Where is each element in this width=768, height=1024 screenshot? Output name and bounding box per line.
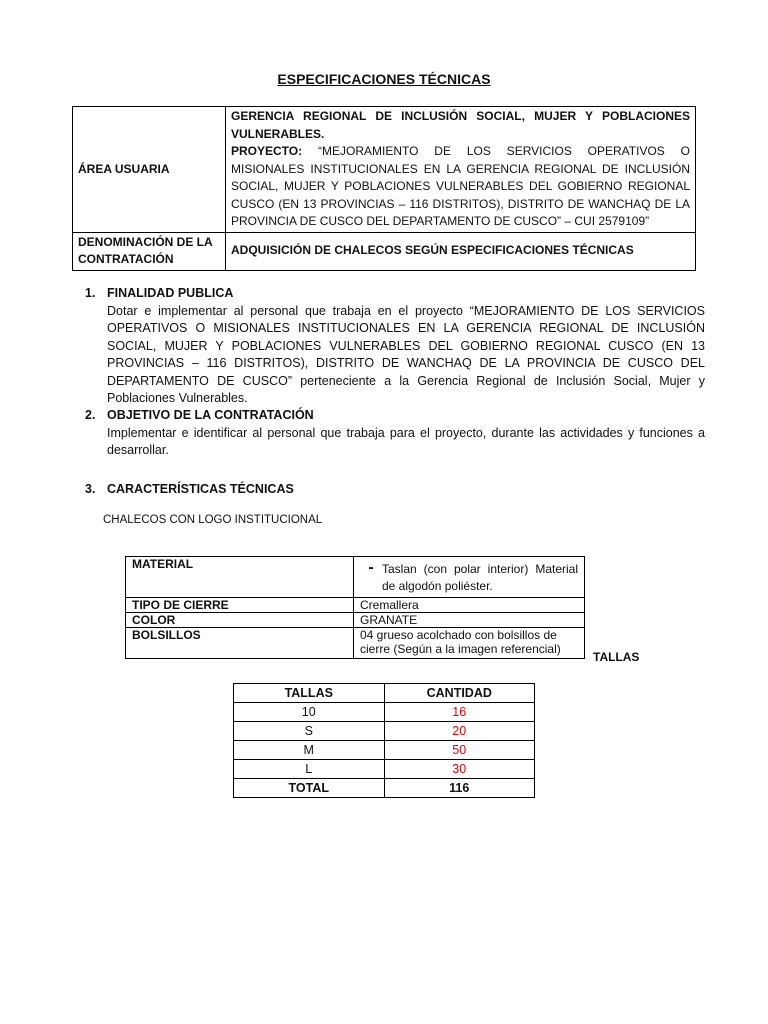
proyecto-paragraph [231, 143, 690, 231]
talla-cell: M [234, 741, 385, 760]
talla-cell: L [234, 760, 385, 779]
table-row [234, 703, 535, 722]
header-table [72, 106, 696, 271]
total-row [234, 779, 535, 798]
table-row [234, 722, 535, 741]
section-number: 3. [85, 482, 96, 496]
col-header-cantidad: CANTIDAD [384, 684, 535, 703]
section-finalidad [85, 285, 705, 408]
total-value: 116 [384, 779, 535, 798]
spec-row-cierre [126, 598, 585, 613]
spec-row-color [126, 613, 585, 628]
total-label: TOTAL [234, 779, 385, 798]
tallas-side-label: TALLAS [593, 650, 640, 664]
area-usuaria-row [73, 107, 696, 233]
sizes-table [233, 683, 535, 798]
section-body: Implementar e identificar al personal que trabaja para el proyecto, durante las actividades y funciones a desarrollar. [107, 425, 705, 457]
section-objetivo [85, 407, 705, 460]
cantidad-cell: 50 [384, 741, 535, 760]
table-row [234, 741, 535, 760]
spec-table [125, 556, 585, 659]
cantidad-cell: 30 [384, 760, 535, 779]
color-value: GRANATE [354, 613, 585, 628]
material-cell [354, 557, 585, 598]
denominacion-row [73, 232, 696, 270]
talla-cell: S [234, 722, 385, 741]
denominacion-value: ADQUISICIÓN DE CHALECOS SEGÚN ESPECIFICACIONES TÉCNICAS [226, 232, 696, 270]
area-usuaria-label: ÁREA USUARIA [73, 107, 226, 233]
talla-cell: 10 [234, 703, 385, 722]
bolsillos-value: 04 grueso acolchado con bolsillos de cierre (Según a la imagen referencial) [354, 628, 585, 659]
section-heading: FINALIDAD PUBLICA [107, 286, 234, 300]
material-value: Taslan (con polar interior) Material de algodón poliéster. [382, 562, 578, 593]
page-title: ESPECIFICACIONES TÉCNICAS [277, 71, 491, 87]
cantidad-cell: 16 [384, 703, 535, 722]
section-number: 2. [85, 408, 96, 422]
material-label: MATERIAL [126, 557, 354, 598]
material-value-wrap [360, 561, 578, 595]
section-heading: CARACTERÍSTICAS TÉCNICAS [107, 482, 294, 496]
cierre-value: Cremallera [354, 598, 585, 613]
area-org-name: GERENCIA REGIONAL DE INCLUSIÓN SOCIAL, MUJER Y POBLACIONES VULNERABLES. [231, 109, 690, 141]
section-body: Dotar e implementar al personal que trabaja en el proyecto “MEJORAMIENTO DE LOS SERVICIOS OPERATIVOS O MISIONALES INSTITUCIONALES EN LA GERENCIA REGIONAL DE INCLUSIÓN SOCIAL, MUJER Y POBLACIONES VULNERABLES DEL GOBIERNO REGIONAL CUSCO (EN 13 PROVINCIAS – 116 DISTRITOS), DISTRITO DE WANCHAQ DE LA PROVINCIA DE CUSCO DEL DEPARTAMENTO DE CUSCO” perteneciente a la Gerencia Regional de Inclusión Social, Mujer y Poblaciones Vulnerables. [107, 303, 705, 405]
proyecto-text: “MEJORAMIENTO DE LOS SERVICIOS OPERATIVOS O MISIONALES INSTITUCIONALES EN LA GERENCIA REGIONAL DE INCLUSIÓN SOCIAL, MUJER Y POBLACIONES VULNERABLES DEL GOBIERNO REGIONAL CUSCO (EN 13 PROVINCIAS – 116 DISTRITOS), DISTRITO DE WANCHAQ DE LA PROVINCIA DE CUSCO DEL DEPARTAMENTO DE CUSCO” – CUI 2579109” [231, 144, 690, 228]
bolsillos-label: BOLSILLOS [126, 628, 354, 659]
spec-row-material [126, 557, 585, 598]
section-caracteristicas [85, 481, 705, 499]
table-row [234, 760, 535, 779]
sizes-header-row [234, 684, 535, 703]
area-usuaria-value [226, 107, 696, 233]
proyecto-label: PROYECTO: [231, 144, 303, 158]
spec-row-bolsillos [126, 628, 585, 659]
bullet-dash: - [368, 559, 374, 576]
cierre-label: TIPO DE CIERRE [126, 598, 354, 613]
col-header-tallas: TALLAS [234, 684, 385, 703]
section-number: 1. [85, 286, 96, 300]
section-heading: OBJETIVO DE LA CONTRATACIÓN [107, 408, 314, 422]
chalecos-subtitle: CHALECOS CON LOGO INSTITUCIONAL [103, 514, 323, 526]
color-label: COLOR [126, 613, 354, 628]
cantidad-cell: 20 [384, 722, 535, 741]
denominacion-label: DENOMINACIÓN DE LA CONTRATACIÓN [73, 232, 226, 270]
